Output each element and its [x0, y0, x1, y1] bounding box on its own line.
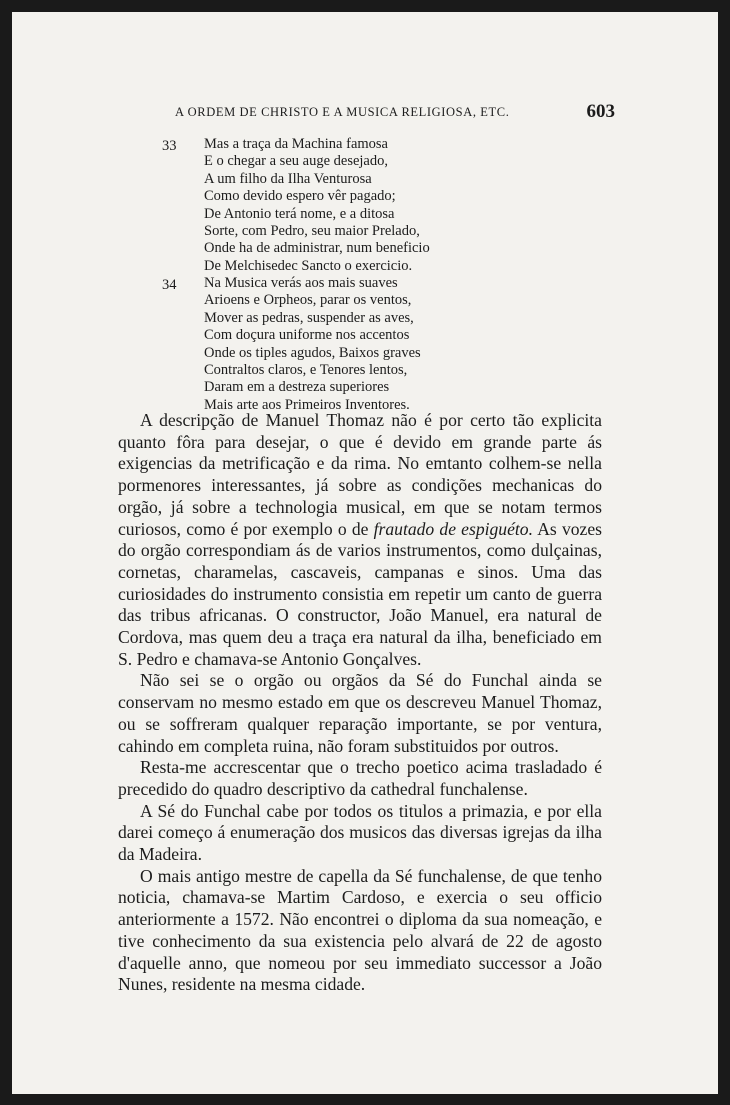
page-number: 603 [586, 101, 615, 122]
paragraph-se-funchal: A Sé do Funchal cabe por todos os titulos a primazia, e por ella darei começo á enumeração dos musicos das diversas igrejas da ilha da Madeira. [118, 800, 602, 865]
verse-line: Daram em a destreza superiores [204, 379, 390, 396]
verse-line: Mais arte aos Primeiros Inventores. [204, 396, 410, 413]
verse-line: E o chegar a seu auge desejado, [204, 153, 388, 170]
paragraph-organ-description [118, 410, 602, 670]
paragraph-organ-state: Não sei se o orgão ou orgãos da Sé do Funchal ainda se conservam no mesmo estado em que os descreveu Manuel Thomaz, ou se soffreram qualquer reparação importante, se por ventura, cahindo em completa ruina, não foram substituidos por outros. [118, 670, 602, 756]
verse-line: Na Musica verás aos mais suaves [204, 275, 398, 291]
paragraph-mestre-capella: O mais antigo mestre de capella da Sé funchalense, de que tenho noticia, chamava-se Martim Cardoso, e exercia o seu officio anteriormente a 1572. Não encontrei o diploma da sua nomeação, e tive conhecimento da sua existencia pelo alvará de 22 de agosto d'aquelle anno, que nomeou por seu immediato successor a João Nunes, residente na mesma cidade. [118, 865, 602, 995]
verse-line: Onde ha de administrar, num beneficio [204, 240, 430, 257]
verse-lines [204, 275, 421, 414]
italic-term: frautado de espiguéto. [373, 518, 534, 539]
page-header [175, 101, 615, 125]
body-text [118, 410, 602, 996]
verse-line: Arioens e Orpheos, parar os ventos, [204, 292, 412, 309]
paragraph-text: As vozes do orgão correspondiam ás de varios instrumentos, como dulçainas, cornetas, charamelas, cascaveis, campanas e sinos. Uma das curiosidades do instrumento consistia em repetir um canto de guerra das tribus africanas. O constructor, João Manuel, era natural de Cordova, mas quem deu a traça era natural da ilha, beneficiado em S. Pedro e chamava-se Antonio Gonçalves. [118, 518, 603, 669]
verse-lines [204, 136, 430, 275]
paragraph-text: A descripção de Manuel Thomaz não é por certo tão explicita quanto fôra para desejar, o que é devido em grande parte ás exigencias da metrificação e da rima. No emtanto colhem-se nella pormenores interessantes, já sobre as condições mechanicas do orgão, já sobre a technologia musical, em que se notam termos curiosos, como é por exemplo o de [118, 410, 602, 539]
verse-line: Onde os tiples agudos, Baixos graves [204, 344, 421, 361]
verse-line: Com doçura uniforme nos accentos [204, 327, 410, 344]
verse-line: De Antonio terá nome, e a ditosa [204, 205, 395, 222]
verse-line: A um filho da Ilha Venturosa [204, 170, 372, 187]
paragraph-poetic-excerpt: Resta-me accrescentar que o trecho poetico acima trasladado é precedido do quadro descriptivo da cathedral funchalense. [118, 757, 602, 799]
verse-line: Mas a traça da Machina famosa [204, 136, 388, 152]
stanza-number: 34 [162, 277, 177, 293]
verse-line: De Melchisedec Sancto o exercicio. [204, 257, 413, 274]
book-page [12, 12, 718, 1094]
verse-line: Como devido espero vêr pagado; [204, 188, 396, 205]
stanza-number: 33 [162, 138, 177, 154]
verse-line: Contraltos claros, e Tenores lentos, [204, 362, 408, 379]
verse-line: Sorte, com Pedro, seu maior Prelado, [204, 223, 420, 240]
verse-line: Mover as pedras, suspender as aves, [204, 309, 414, 326]
running-title: A ORDEM DE CHRISTO E A MUSICA RELIGIOSA, ETC. [175, 105, 510, 119]
